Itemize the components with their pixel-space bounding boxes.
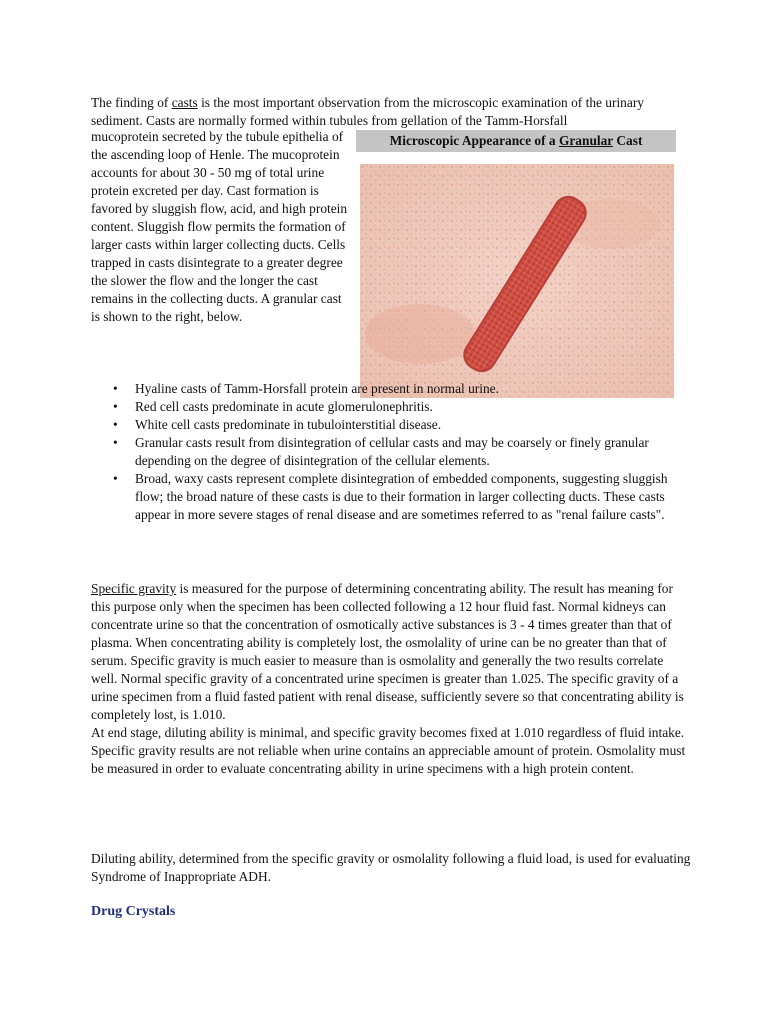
- granular-cast-micrograph: [360, 164, 674, 398]
- end-stage-paragraph: At end stage, diluting ability is minimal, and specific gravity becomes fixed at 1.010 regardless of fluid intake.: [91, 725, 685, 740]
- specific-gravity-link[interactable]: Specific gravity: [91, 581, 177, 596]
- list-item: • Granular casts result from disintegration of cellular casts and may be coarsely or finely granular depending on the degree of disintegration of the cellular elements.: [105, 434, 675, 470]
- granular-link[interactable]: Granular: [558, 133, 614, 148]
- list-item: • Hyaline casts of Tamm-Horsfall protein are present in normal urine.: [105, 380, 675, 398]
- drug-crystals-heading: Drug Crystals: [91, 904, 176, 919]
- specific-gravity-section: [91, 580, 691, 778]
- protein-paragraph: Specific gravity results are not reliable when urine contains an appreciable amount of protein. Osmolality must be measured in order to evaluate concentrating ability in urine specimens with a high protein content.: [91, 743, 686, 776]
- figure-caption: Microscopic Appearance of a Granular Cast: [356, 130, 676, 152]
- cast-types-list: [105, 380, 675, 524]
- intro-paragraph: The finding of casts is the most important observation from the microscopic examination of the urinary sediment. Casts are normally formed within tubules from gellation of the Tamm-Horsfall: [91, 95, 644, 128]
- left-column-paragraph: mucoprotein secreted by the tubule epithelia of the ascending loop of Henle. The mucoprotein accounts for about 30 - 50 mg of total urine protein excreted per day. Cast formation is favored by sluggish flow, acid, and high protein content. Sluggish flow permits the formation of larger casts within larger collecting ducts. Cells trapped in casts disintegrate to a greater degree the slower the flow and the longer the cast remains in the collecting ducts. A granular cast is shown to the right, below.: [91, 129, 348, 324]
- list-item: • Broad, waxy casts represent complete disintegration of embedded components, suggesting sluggish flow; the broad nature of these casts is due to their formation in larger collecting ducts. These casts appear in more severe stages of renal disease and are sometimes referred to as "renal failure casts".: [105, 470, 675, 524]
- casts-link[interactable]: casts: [171, 95, 198, 110]
- granular-cast-figure: [356, 130, 676, 398]
- specific-gravity-paragraph: Specific gravity is measured for the purpose of determining concentrating ability. The result has meaning for this purpose only when the specimen has been collected following a 12 hour fluid fast. Normal kidneys can concentrate urine so that the concentration of osmotically active substances is 3 - 4 times greater than that of plasma. When concentrating ability is completely lost, the osmolality of urine can be no greater than that of serum. Specific gravity is much easier to measure than is osmolality and generally the two results correlate well. Normal specific gravity of a concentrated urine specimen is greater than 1.025. The specific gravity of a urine specimen from a fluid fasted patient with renal disease, sufficiently severe so that concentrating ability is completely lost, is 1.010.: [91, 581, 684, 722]
- list-item: • Red cell casts predominate in acute glomerulonephritis.: [105, 398, 675, 416]
- diluting-ability-paragraph: Diluting ability, determined from the specific gravity or osmolality following a fluid load, is used for evaluating Syndrome of Inappropriate ADH.: [91, 851, 691, 884]
- list-item: • White cell casts predominate in tubulointerstitial disease.: [105, 416, 675, 434]
